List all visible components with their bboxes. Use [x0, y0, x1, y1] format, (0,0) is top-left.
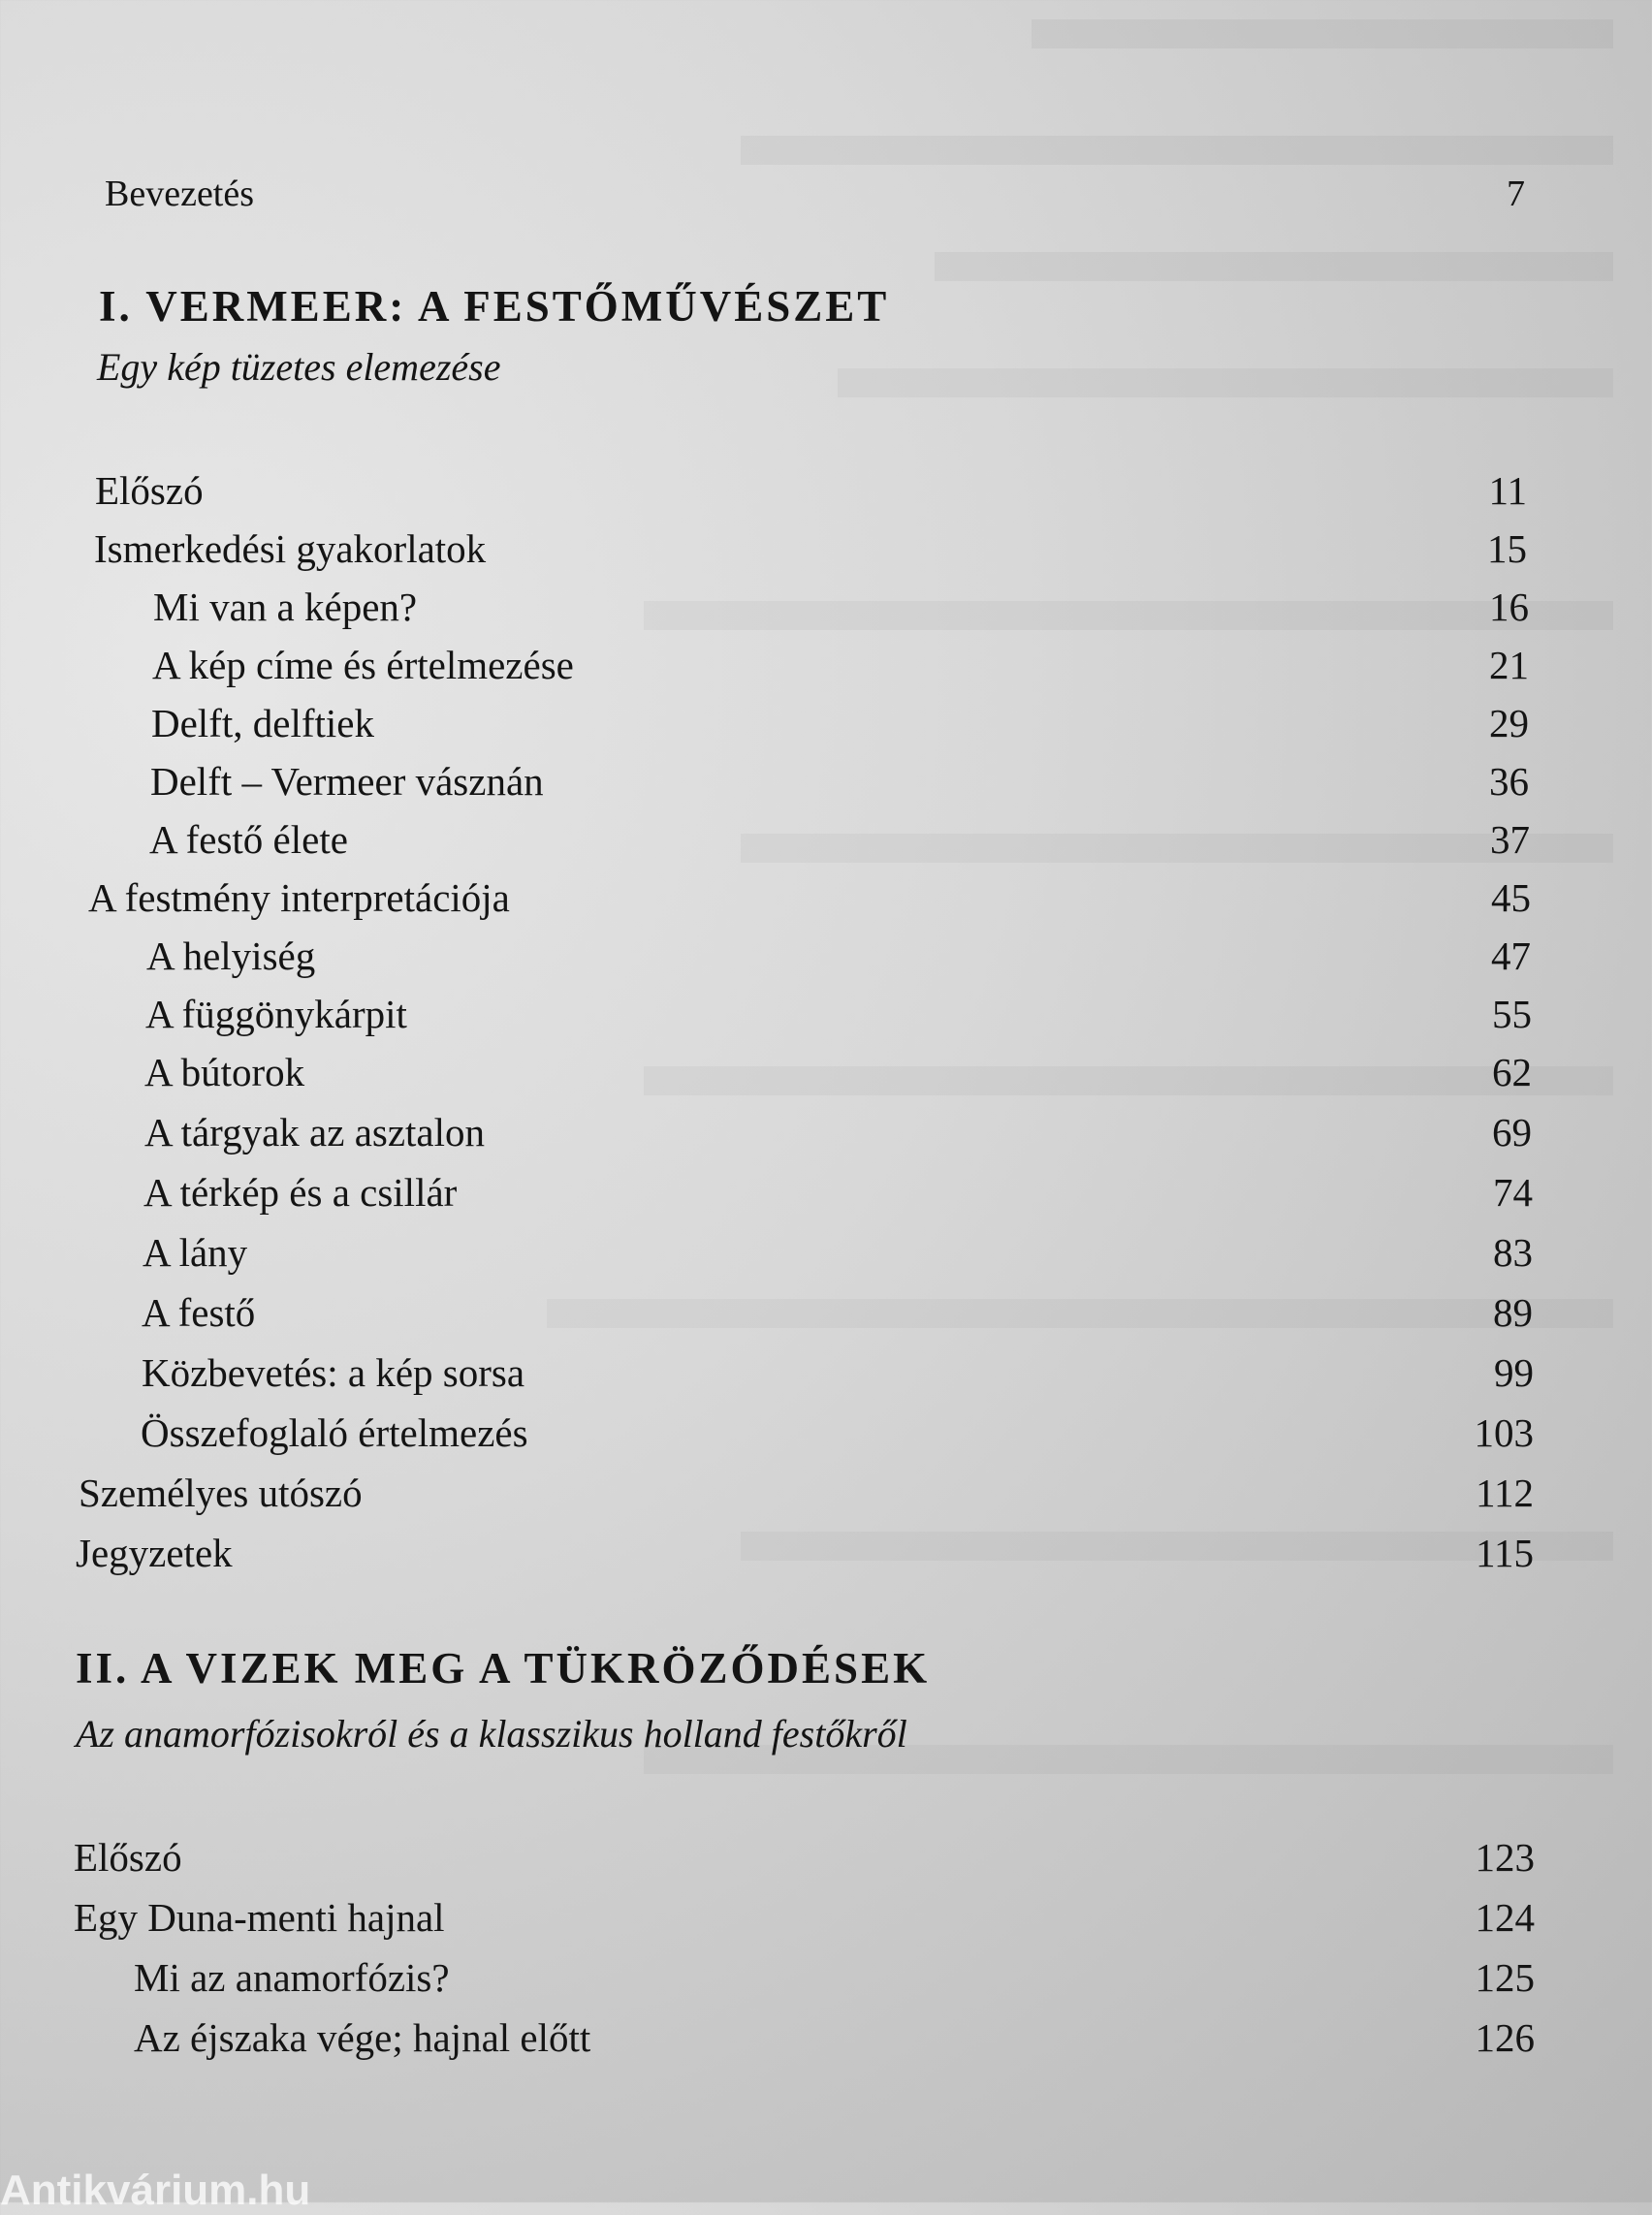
toc-entry [152, 638, 1529, 692]
toc-entry-label: A lány [143, 1230, 248, 1275]
toc-entry [76, 1526, 1534, 1580]
toc-entry-label: A tárgyak az asztalon [144, 1110, 486, 1155]
part2-heading: II. A VIZEK MEG A TÜKRÖZŐDÉSEK [76, 1644, 931, 1693]
toc-entry-page: 45 [1491, 875, 1531, 920]
toc-entry-label: Előszó [74, 1835, 182, 1880]
toc-entry [143, 1165, 1533, 1219]
toc-entry-page: 16 [1489, 585, 1529, 629]
toc-entry-label: A helyiség [146, 933, 316, 978]
toc-entry [149, 812, 1530, 867]
toc-entry-page: 83 [1493, 1230, 1533, 1275]
toc-entry [144, 1105, 1532, 1159]
watermark: Antikvárium.hu [0, 2167, 311, 2214]
toc-entry-page: 89 [1493, 1290, 1533, 1335]
toc-entry [74, 1890, 1535, 1945]
toc-entry [151, 696, 1529, 750]
toc-entry-page: 125 [1475, 1955, 1535, 2000]
part1-subtitle: Egy kép tüzetes elemezése [97, 345, 501, 389]
toc-entry [74, 1830, 1535, 1884]
toc-entry-label: A függönykárpit [145, 992, 407, 1036]
toc-entry [88, 870, 1531, 925]
toc-entry-page: 11 [1488, 468, 1527, 513]
toc-entry-label: A festmény interpretációja [88, 875, 510, 920]
toc-entry-label: A bútorok [144, 1050, 305, 1094]
toc-entry-page: 21 [1489, 643, 1529, 687]
toc-entry-label: Delft, delftiek [151, 701, 374, 745]
toc-entry-page: 126 [1475, 2015, 1535, 2060]
toc-entry-label: A kép címe és értelmezése [152, 643, 574, 687]
toc-entry-label: Az éjszaka vége; hajnal előtt [134, 2015, 591, 2060]
toc-entry [144, 1045, 1532, 1099]
toc-entry [134, 2010, 1535, 2065]
toc-entry [94, 522, 1527, 576]
toc-entry-label: A festő élete [149, 817, 348, 862]
toc-entry-label: Mi van a képen? [153, 585, 418, 629]
toc-entry-page: 123 [1475, 1835, 1535, 1880]
toc-entry-page: 112 [1476, 1471, 1534, 1515]
toc-entry-label: Delft – Vermeer vásznán [150, 759, 544, 804]
toc-entry-page: 37 [1490, 817, 1530, 862]
toc-entry [141, 1406, 1534, 1460]
toc-entry-page: 15 [1487, 526, 1527, 571]
toc-entry-label: Előszó [95, 468, 204, 513]
toc-entry-page: 99 [1494, 1350, 1534, 1395]
toc-entry [95, 463, 1527, 518]
part2-subtitle: Az anamorfózisokról és a klasszikus holland festőkről [76, 1712, 907, 1756]
toc-entry [79, 1466, 1534, 1520]
toc-entry-label: Egy Duna-menti hajnal [74, 1895, 445, 1940]
toc-entry-label: A térkép és a csillár [143, 1170, 458, 1215]
toc-entry [142, 1345, 1534, 1400]
toc-entry-page: 103 [1474, 1410, 1534, 1455]
toc-entry-page: 36 [1489, 759, 1529, 804]
toc-entry-page: 29 [1489, 701, 1529, 745]
toc-entry-label: Közbevetés: a kép sorsa [142, 1350, 525, 1395]
toc-entry-label: Személyes utószó [79, 1471, 363, 1515]
toc-entry-page: 124 [1475, 1895, 1535, 1940]
toc-entry-page: 55 [1492, 992, 1532, 1036]
toc-entry-label: Ismerkedési gyakorlatok [94, 526, 487, 571]
toc-entry [145, 987, 1532, 1041]
part1-heading: I. VERMEER: A FESTŐMŰVÉSZET [99, 282, 890, 331]
toc-entry-label: Mi az anamorfózis? [134, 1955, 450, 2000]
toc-entry-intro [105, 167, 1525, 221]
toc-entry-page: 62 [1492, 1050, 1532, 1094]
toc-entry-page: 69 [1492, 1110, 1532, 1155]
toc-entry [134, 1950, 1535, 2005]
toc-entry [142, 1285, 1533, 1340]
toc-entry-label: Összefoglaló értelmezés [141, 1410, 528, 1455]
toc-entry [153, 580, 1529, 634]
toc-entry [150, 754, 1529, 808]
toc-entry-label: Bevezetés [105, 174, 255, 214]
toc-entry-page: 47 [1491, 933, 1531, 978]
toc-entry [143, 1225, 1533, 1280]
toc-entry-label: Jegyzetek [76, 1531, 233, 1575]
toc-entry-page: 74 [1493, 1170, 1533, 1215]
toc-entry-page: 115 [1476, 1531, 1534, 1575]
toc-entry-label: A festő [142, 1290, 256, 1335]
toc-entry [146, 929, 1531, 983]
toc-entry-page: 7 [1507, 174, 1525, 214]
